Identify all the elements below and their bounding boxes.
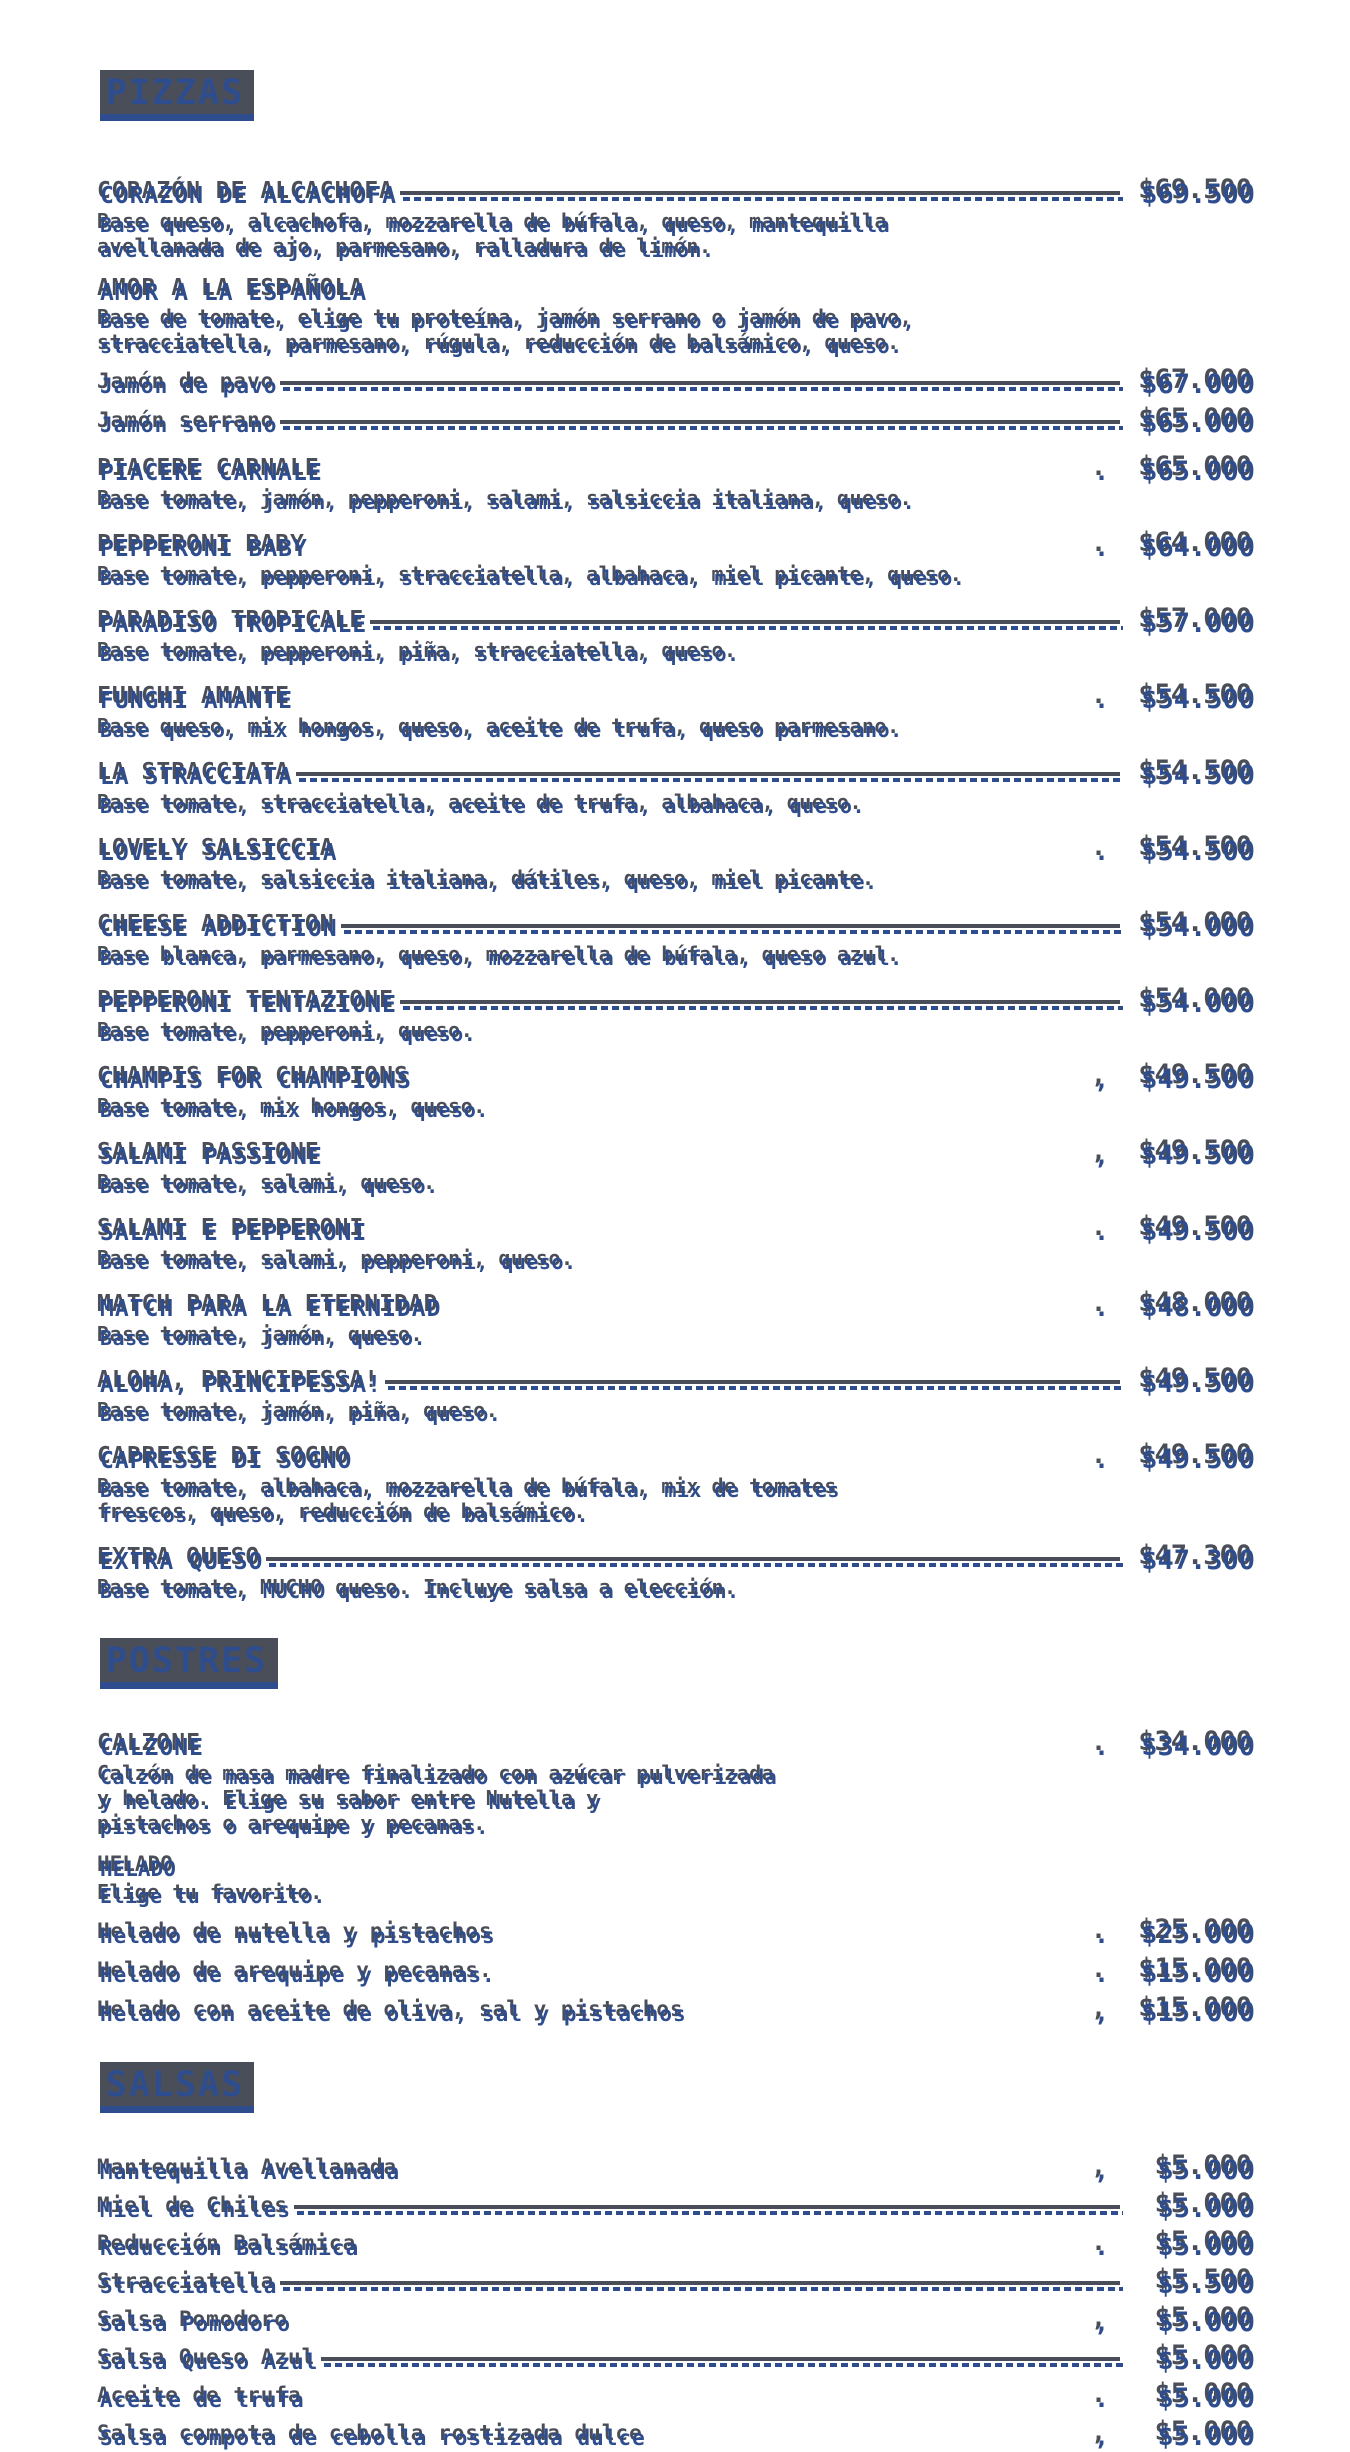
menu-subitem xyxy=(100,408,1255,439)
dotted-leader xyxy=(299,778,1123,782)
item-name: Mantequilla Avellanada xyxy=(100,2160,401,2184)
dotted-leader xyxy=(297,2211,1123,2215)
item-description-line: Base tomate, albahaca, mozzarella de búfala, mix de tomates xyxy=(100,1478,840,1502)
item-name: PARADISO TROPICALE xyxy=(100,612,368,638)
item-description xyxy=(100,1579,1255,1604)
item-description-line: Base tomate, pepperoni, piña, stracciatella, queso. xyxy=(100,642,740,666)
dotted-leader xyxy=(403,197,1123,201)
item-price: $5.000 xyxy=(1157,2383,1255,2414)
menu-item xyxy=(100,2193,1255,2224)
item-description-line: Base tomate, salami, queso. xyxy=(100,1174,439,1198)
menu-item xyxy=(100,2383,1255,2414)
menu-item-row xyxy=(100,532,1255,563)
menu-item xyxy=(100,1545,1255,1604)
menu-item xyxy=(100,2307,1255,2338)
item-price: $49.500 xyxy=(1141,1368,1255,1399)
leader-punctuation: . xyxy=(1093,1293,1109,1322)
menu-item xyxy=(100,532,1255,591)
menu-item-row xyxy=(100,1064,1255,1095)
section-title: PIZZAS xyxy=(100,70,254,121)
item-description xyxy=(100,1478,1255,1528)
item-description xyxy=(100,718,1255,743)
item-name: Helado de nutella y pistachos xyxy=(100,1924,496,1948)
menu-item-row xyxy=(100,988,1255,1019)
menu-item-row xyxy=(100,1731,1255,1762)
leader-punctuation: . xyxy=(1093,533,1109,562)
item-price: $49.500 xyxy=(1141,1064,1255,1095)
item-name: Miel de Chiles xyxy=(100,2198,292,2222)
item-description xyxy=(100,794,1255,819)
leader-punctuation: . xyxy=(1093,2384,1109,2413)
section-title: SALSAS xyxy=(100,2062,254,2113)
item-description-line: Base tomate, MUCHO queso. Incluye salsa a elección. xyxy=(100,1579,740,1603)
dotted-leader xyxy=(324,2363,1123,2367)
item-price: $49.500 xyxy=(1141,1444,1255,1475)
menu-item xyxy=(100,608,1255,667)
subheading: HELADO xyxy=(100,1857,176,1881)
menu-item xyxy=(100,1292,1255,1351)
item-description xyxy=(100,946,1255,971)
item-name: Helado de arequipe y pecanas. xyxy=(100,1963,496,1987)
item-name: CALZONE xyxy=(100,1735,204,1761)
item-name: Salsa Pomodoro xyxy=(100,2312,292,2336)
menu-item xyxy=(100,836,1255,895)
menu-item-row xyxy=(100,2345,1255,2376)
item-price: $5.000 xyxy=(1157,2231,1255,2262)
item-description xyxy=(100,309,1255,359)
item-price: $65.000 xyxy=(1141,408,1255,439)
menu-item xyxy=(100,912,1255,971)
section-title: POSTRES xyxy=(100,1638,278,1689)
item-description xyxy=(100,1174,1255,1199)
leader-punctuation: . xyxy=(1093,837,1109,866)
menu-item-row xyxy=(100,1919,1255,1950)
menu-item-row xyxy=(100,1444,1255,1475)
menu-item-row xyxy=(100,369,1255,400)
item-price: $47.300 xyxy=(1141,1545,1255,1576)
menu-item-row xyxy=(100,1292,1255,1323)
item-name: Jamón de pavo xyxy=(100,374,278,398)
menu-item-row xyxy=(100,1216,1255,1247)
item-description xyxy=(100,1098,1255,1123)
item-price: $5.000 xyxy=(1157,2421,1255,2452)
menu-item xyxy=(100,2345,1255,2376)
item-description-line: Base queso, alcachofa, mozzarella de búfala, queso, mantequilla xyxy=(100,213,891,237)
item-description-line: Base tomate, jamón, queso. xyxy=(100,1326,427,1350)
item-price: $48.000 xyxy=(1141,1292,1255,1323)
menu-item xyxy=(100,2155,1255,2186)
item-price: $15.000 xyxy=(1141,1997,1255,2028)
section-title-row xyxy=(100,70,1255,179)
menu-item xyxy=(100,2269,1255,2300)
menu-item-row xyxy=(100,2383,1255,2414)
item-name: PIACERE CARNALE xyxy=(100,460,323,486)
menu-item-row xyxy=(100,608,1255,639)
menu-item-row xyxy=(100,1958,1255,1989)
item-name: LA STRACCIATA xyxy=(100,764,294,790)
menu-item xyxy=(100,2421,1255,2452)
item-description xyxy=(100,566,1255,591)
menu-item xyxy=(100,456,1255,515)
menu-item-row xyxy=(100,2193,1255,2224)
item-name: CHEESE ADDICTION xyxy=(100,916,338,942)
item-price: $5.500 xyxy=(1157,2269,1255,2300)
menu-item xyxy=(100,1731,1255,1840)
menu-item-row xyxy=(100,760,1255,791)
leader-punctuation: . xyxy=(1093,1217,1109,1246)
item-description xyxy=(100,870,1255,895)
menu-item xyxy=(100,1064,1255,1123)
leader-punctuation: . xyxy=(1093,1732,1109,1761)
menu-item xyxy=(100,2231,1255,2262)
menu-item-row xyxy=(100,2307,1255,2338)
dotted-leader xyxy=(283,426,1123,430)
dotted-leader xyxy=(344,930,1123,934)
item-price: $49.500 xyxy=(1141,1216,1255,1247)
menu-item-row xyxy=(100,836,1255,867)
item-name: EXTRA QUESO xyxy=(100,1549,264,1575)
item-name: CHAMPIS FOR CHAMPIONS xyxy=(100,1068,412,1094)
menu-item-row xyxy=(100,2155,1255,2186)
leader-punctuation: . xyxy=(1093,457,1109,486)
item-description-line: pistachos o arequipe y pecanas. xyxy=(100,1815,489,1839)
leader-punctuation: , xyxy=(1093,1141,1109,1170)
item-price: $67.000 xyxy=(1141,369,1255,400)
item-price: $65.000 xyxy=(1141,456,1255,487)
item-price: $49.500 xyxy=(1141,1140,1255,1171)
menu-item xyxy=(100,280,1255,439)
menu-item-row xyxy=(100,912,1255,943)
item-description-line: Base tomate, jamón, piña, queso. xyxy=(100,1402,502,1426)
item-description-line: frescos, queso, reducción de balsámico. xyxy=(100,1503,590,1527)
menu-item xyxy=(100,1958,1255,1989)
item-description-line: Base tomate, pepperoni, stracciatella, albahaca, miel picante, queso. xyxy=(100,566,966,590)
menu-item-row xyxy=(100,408,1255,439)
item-name: ALOHA, PRINCIPESSA! xyxy=(100,1372,383,1398)
menu-section-pizzas xyxy=(100,70,1255,1604)
menu-item-row xyxy=(100,2231,1255,2262)
item-price: $25.000 xyxy=(1141,1919,1255,1950)
menu-page xyxy=(100,70,1255,2452)
menu-item-row xyxy=(100,280,1255,306)
item-description-line: Base tomate, jamón, pepperoni, salami, salsiccia italiana, queso. xyxy=(100,490,916,514)
menu-item xyxy=(100,760,1255,819)
item-description xyxy=(100,1022,1255,1047)
item-price: $5.000 xyxy=(1157,2307,1255,2338)
item-price: $69.500 xyxy=(1141,179,1255,210)
item-name: PEPPERONI BABY xyxy=(100,536,308,562)
item-name: MATCH PARA LA ETERNIDAD xyxy=(100,1296,442,1322)
item-name: Helado con aceite de oliva, sal y pistachos xyxy=(100,2002,687,2026)
menu-item-row xyxy=(100,2269,1255,2300)
item-description xyxy=(100,642,1255,667)
leader-punctuation: , xyxy=(1093,2422,1109,2451)
menu-item-row xyxy=(100,1545,1255,1576)
leader-punctuation: , xyxy=(1093,2308,1109,2337)
item-description xyxy=(100,490,1255,515)
item-description-line: Base tomate, pepperoni, queso. xyxy=(100,1022,477,1046)
leader-punctuation: . xyxy=(1093,685,1109,714)
leader-punctuation: . xyxy=(1093,1920,1109,1949)
item-price: $34.000 xyxy=(1141,1731,1255,1762)
item-price: $54.500 xyxy=(1141,760,1255,791)
menu-item xyxy=(100,684,1255,743)
item-name: AMOR A LA ESPAÑOLA xyxy=(100,280,368,306)
item-description-line: avellanada de ajo, parmesano, ralladura de limón. xyxy=(100,238,715,262)
menu-item xyxy=(100,1997,1255,2028)
menu-item xyxy=(100,179,1255,263)
dotted-leader xyxy=(269,1563,1123,1567)
item-description xyxy=(100,213,1255,263)
menu-subitem xyxy=(100,369,1255,400)
item-description-line: y helado. Elige su sabor entre Nutella y xyxy=(100,1790,602,1814)
menu-item-row xyxy=(100,1140,1255,1171)
menu-item xyxy=(100,1919,1255,1950)
dotted-leader xyxy=(283,2287,1123,2291)
menu-section-salsas xyxy=(100,2062,1255,2452)
item-name: Reducción Balsámica xyxy=(100,2236,360,2260)
menu-item xyxy=(100,1216,1255,1275)
item-description-line: Base tomate, stracciatella, aceite de trufa, albahaca, queso. xyxy=(100,794,866,818)
item-price: $15.000 xyxy=(1141,1958,1255,1989)
item-name: CAPRESSE DI SOGNO xyxy=(100,1448,353,1474)
menu-item-row xyxy=(100,1368,1255,1399)
item-price: $54.000 xyxy=(1141,912,1255,943)
item-name: Salsa compota de cebolla rostizada dulce xyxy=(100,2426,646,2450)
item-description xyxy=(100,1402,1255,1427)
leader-punctuation: , xyxy=(1093,1065,1109,1094)
item-name: Stracciatella xyxy=(100,2274,278,2298)
item-price: $54.500 xyxy=(1141,836,1255,867)
item-name: PEPPERONI TENTAZIONE xyxy=(100,992,397,1018)
leader-punctuation: . xyxy=(1093,1445,1109,1474)
item-price: $5.000 xyxy=(1157,2155,1255,2186)
menu-item xyxy=(100,988,1255,1047)
item-price: $57.000 xyxy=(1141,608,1255,639)
item-description xyxy=(100,1884,1255,1909)
item-price: $5.000 xyxy=(1157,2345,1255,2376)
item-name: CORAZÓN DE ALCACHOFA xyxy=(100,183,397,209)
menu-item xyxy=(100,1140,1255,1199)
subitems xyxy=(100,369,1255,439)
item-price: $5.000 xyxy=(1157,2193,1255,2224)
item-name: Salsa Queso Azul xyxy=(100,2350,319,2374)
item-description-line: Base de tomate, elige tu proteína, jamón serrano o jamón de pavo, xyxy=(100,309,916,333)
item-name: Aceite de trufa xyxy=(100,2388,305,2412)
item-name: Jamón serrano xyxy=(100,413,278,437)
item-name: LOVELY SALSICCIA xyxy=(100,840,338,866)
item-description-line: Elige tu favorito. xyxy=(100,1884,326,1908)
item-name: FUNGHI AMANTE xyxy=(100,688,294,714)
item-description-line: Calzón de masa madre finalizado con azúcar pulverizada xyxy=(100,1765,778,1789)
item-price: $64.000 xyxy=(1141,532,1255,563)
menu-item-row xyxy=(100,684,1255,715)
item-description-line: Base tomate, salami, pepperoni, queso. xyxy=(100,1250,577,1274)
section-title-row xyxy=(100,2062,1255,2155)
leader-punctuation: . xyxy=(1093,1959,1109,1988)
dotted-leader xyxy=(388,1386,1123,1390)
menu-item-row xyxy=(100,179,1255,210)
item-description-line: Base blanca, parmesano, queso, mozzarella de búfala, queso azul. xyxy=(100,946,903,970)
dotted-leader xyxy=(373,626,1123,630)
item-description-line: Base queso, mix hongos, queso, aceite de trufa, queso parmesano. xyxy=(100,718,903,742)
leader-punctuation: , xyxy=(1093,1998,1109,2027)
item-description xyxy=(100,1765,1255,1840)
dotted-leader xyxy=(403,1006,1123,1010)
item-price: $54.500 xyxy=(1141,684,1255,715)
menu-item-row xyxy=(100,456,1255,487)
section-title-row xyxy=(100,1638,1255,1731)
item-description xyxy=(100,1250,1255,1275)
menu-item xyxy=(100,1368,1255,1427)
dotted-leader xyxy=(283,387,1123,391)
menu-section-postres xyxy=(100,1638,1255,2028)
item-name: SALAMI PASSIONE xyxy=(100,1144,323,1170)
item-name: SALAMI E PEPPERONI xyxy=(100,1220,368,1246)
leader-punctuation: . xyxy=(1093,2232,1109,2261)
menu-item-row xyxy=(100,1997,1255,2028)
item-description-line: Base tomate, mix hongos, queso. xyxy=(100,1098,489,1122)
menu-item xyxy=(100,1857,1255,1909)
item-description-line: Base tomate, salsiccia italiana, dátiles, queso, miel picante. xyxy=(100,870,878,894)
leader-punctuation: , xyxy=(1093,2156,1109,2185)
menu-item-row xyxy=(100,2421,1255,2452)
menu-item xyxy=(100,1444,1255,1528)
item-description-line: stracciatella, parmesano, rúgula, reducción de balsámico, queso. xyxy=(100,334,903,358)
item-description xyxy=(100,1326,1255,1351)
item-price: $54.000 xyxy=(1141,988,1255,1019)
